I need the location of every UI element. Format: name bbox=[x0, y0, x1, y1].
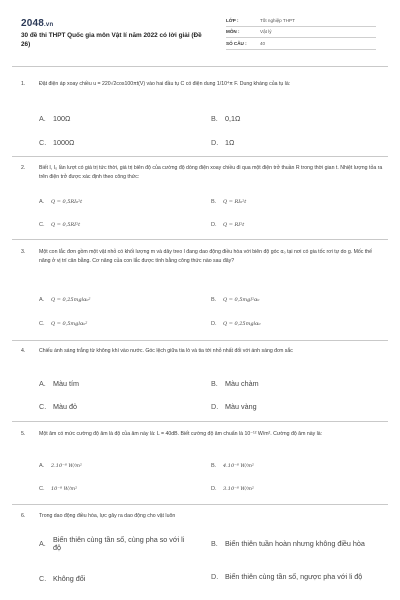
question-divider bbox=[12, 340, 388, 341]
option-1c[interactable] bbox=[39, 137, 74, 147]
meta-value: 40 bbox=[260, 40, 266, 46]
option-2b[interactable] bbox=[211, 197, 246, 207]
meta-row-class bbox=[226, 15, 376, 27]
site-logo[interactable] bbox=[21, 18, 53, 29]
option-text: 1Ω bbox=[225, 137, 235, 147]
option-3b[interactable] bbox=[211, 295, 259, 305]
option-4a[interactable] bbox=[39, 378, 79, 388]
option-6a[interactable] bbox=[39, 532, 199, 556]
option-letter: D. bbox=[211, 486, 217, 492]
option-letter: D. bbox=[211, 321, 217, 327]
option-letter: C. bbox=[39, 486, 45, 492]
meta-value: Vật lý bbox=[260, 29, 272, 35]
question-divider bbox=[12, 156, 388, 157]
option-letter: A. bbox=[39, 463, 45, 469]
option-letter: C. bbox=[39, 401, 47, 411]
option-6d[interactable] bbox=[211, 565, 376, 589]
option-2a[interactable] bbox=[39, 197, 82, 207]
option-letter: A. bbox=[39, 538, 46, 548]
option-4b[interactable] bbox=[211, 378, 259, 388]
option-text: 3.10⁻⁸ W/m² bbox=[223, 486, 254, 492]
option-text: Q = RI²t bbox=[223, 222, 245, 228]
meta-row-count bbox=[226, 38, 376, 50]
question-number: 6. bbox=[21, 513, 26, 519]
option-text: Biến thiên tuần hoàn nhưng không điều hòa bbox=[225, 538, 365, 548]
option-3d[interactable] bbox=[211, 319, 261, 329]
option-3a[interactable] bbox=[39, 295, 91, 305]
question-divider bbox=[12, 421, 388, 422]
option-1a[interactable] bbox=[39, 113, 70, 123]
option-text: 100Ω bbox=[53, 113, 71, 123]
option-5c[interactable] bbox=[39, 484, 77, 494]
option-text: Màu tím bbox=[53, 378, 79, 388]
option-6b[interactable] bbox=[211, 532, 376, 556]
meta-label: LỚP : bbox=[226, 17, 239, 23]
option-letter: B. bbox=[211, 297, 217, 303]
option-text: Màu chàm bbox=[225, 378, 259, 388]
exam-title: 30 đề thi THPT Quốc gia môn Vật lí năm 2022 có lời giải (Đề 26) bbox=[21, 32, 202, 48]
option-6c[interactable] bbox=[39, 573, 85, 583]
option-letter: C. bbox=[39, 137, 47, 147]
option-text: 4.10⁻⁸ W/m² bbox=[223, 463, 254, 469]
question-number: 5. bbox=[21, 431, 26, 437]
question-divider bbox=[12, 504, 388, 505]
option-letter: A. bbox=[39, 378, 46, 388]
option-text: Q = 0,25mglα₀² bbox=[51, 297, 91, 303]
question-number: 2. bbox=[21, 165, 26, 171]
option-2c[interactable] bbox=[39, 220, 80, 230]
question-stem: Đặt điện áp xoay chiều u = 220√2cos100πt(V) vào hai đầu tụ C có điện dung 1/10⁴π F. Dung kháng của tụ là: bbox=[39, 81, 291, 87]
question-stem: Trong dao động điều hòa, lực gây ra dao động cho vật luôn bbox=[39, 513, 176, 519]
option-letter: A. bbox=[39, 297, 45, 303]
question-number: 1. bbox=[21, 81, 26, 87]
option-letter: C. bbox=[39, 222, 45, 228]
meta-row-subject bbox=[226, 27, 376, 39]
option-letter: D. bbox=[211, 222, 217, 228]
meta-label: MÔN : bbox=[226, 29, 240, 35]
option-letter: B. bbox=[211, 463, 217, 469]
option-text: Biến thiên cùng tần số, cùng pha so với li độ bbox=[53, 534, 185, 552]
question-stem: Một âm có mức cường độ âm là độ của âm này là: L = 40dB. Biết cường độ âm chuẩn là 10⁻¹² W/m². Cường độ âm này là: bbox=[39, 431, 323, 437]
question-number: 3. bbox=[21, 249, 26, 255]
header-divider bbox=[12, 66, 388, 67]
option-letter: D. bbox=[211, 401, 219, 411]
option-5d[interactable] bbox=[211, 484, 254, 494]
option-letter: D. bbox=[211, 137, 219, 147]
option-text: Màu vàng bbox=[225, 401, 257, 411]
option-text: 10⁻⁸ W/m² bbox=[51, 486, 78, 492]
option-5a[interactable] bbox=[39, 461, 82, 471]
option-text: 1000Ω bbox=[53, 137, 75, 147]
logo-main: 2048 bbox=[21, 18, 45, 29]
option-text: Q = 0,25mglα₀ bbox=[223, 321, 261, 327]
question-stem: Chiếu ánh sáng trắng từ không khí vào nước. Góc lệch giữa tia lò và tia tới nhỏ nhất đối với ánh sáng đơn sắc bbox=[39, 348, 293, 354]
option-text: Biến thiên cùng tần số, ngược pha với li độ bbox=[225, 571, 363, 581]
option-text: Q = 0,5RI²t bbox=[51, 222, 81, 228]
option-letter: D. bbox=[211, 571, 219, 581]
question-stem: Một con lắc đơn gồm một vật nhỏ có khối lượng m và dây treo l đang dao động điều hòa với biên độ góc α₀ tại nơi có gia tốc rơi tự do g. Mốc thế năng ở vị trí cân bằng. Cơ năng của con lắc được tính bằng công thức nào sau đây? bbox=[39, 249, 373, 264]
option-letter: C. bbox=[39, 573, 47, 583]
option-text: 0,1Ω bbox=[225, 113, 241, 123]
option-letter: C. bbox=[39, 321, 45, 327]
option-1d[interactable] bbox=[211, 137, 234, 147]
option-letter: A. bbox=[39, 199, 45, 205]
exam-meta bbox=[226, 15, 376, 50]
logo-suffix: .vn bbox=[44, 22, 54, 28]
meta-label: SỐ CÂU : bbox=[226, 40, 247, 46]
option-letter: B. bbox=[211, 378, 218, 388]
option-letter: B. bbox=[211, 113, 218, 123]
option-letter: B. bbox=[211, 538, 218, 548]
option-text: Q = 0,5mgl²α₀ bbox=[223, 297, 260, 303]
option-2d[interactable] bbox=[211, 220, 244, 230]
option-4d[interactable] bbox=[211, 401, 257, 411]
question-number: 4. bbox=[21, 348, 26, 354]
option-1b[interactable] bbox=[211, 113, 240, 123]
question-divider bbox=[12, 239, 388, 240]
option-text: Q = 0,5RI₀²t bbox=[51, 199, 83, 205]
question-stem: Biết I, I₀ lần lượt có giá trị tức thời, giá trị biên độ của cường độ dòng điện xoay chiều đi qua một điện trở thuần R trong thời gian t. Nhiệt lượng tỏa ra trên điện trở được xác định theo công thức: bbox=[39, 165, 383, 180]
option-4c[interactable] bbox=[39, 401, 77, 411]
option-letter: B. bbox=[211, 199, 217, 205]
option-text: 2.10⁻⁸ W/m² bbox=[51, 463, 82, 469]
option-3c[interactable] bbox=[39, 319, 87, 329]
option-text: Không đổi bbox=[53, 573, 86, 583]
option-letter: A. bbox=[39, 113, 46, 123]
option-5b[interactable] bbox=[211, 461, 254, 471]
option-text: Màu đỏ bbox=[53, 401, 77, 411]
option-text: Q = 0,5mglα₀² bbox=[51, 321, 88, 327]
option-text: Q = RI₀²t bbox=[223, 199, 247, 205]
meta-value: Tốt nghiệp THPT bbox=[260, 17, 295, 23]
